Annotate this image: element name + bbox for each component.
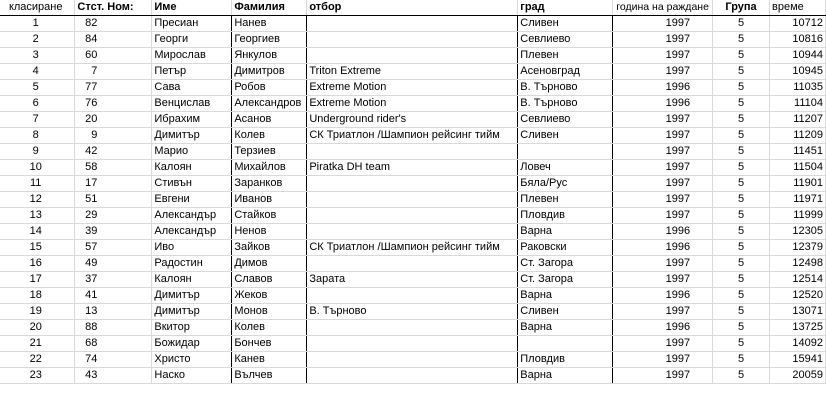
cell-group[interactable]: 5 [713,208,770,224]
cell-team[interactable]: СК Триатлон /Шампион рейсинг тийм [307,128,518,144]
table-row [0,144,826,160]
cell-city[interactable]: Пловдив [518,208,613,224]
cell-bib[interactable]: 43 [75,368,152,384]
cell-rank[interactable]: 14 [0,224,75,240]
cell-time[interactable]: 10816 [770,32,826,48]
cell-first-name[interactable]: Стивън [152,176,232,192]
cell-time[interactable]: 12305 [770,224,826,240]
cell-last-name[interactable]: Асанов [232,112,307,128]
cell-bib[interactable]: 74 [75,352,152,368]
cell-birth-year[interactable]: 1997 [613,336,713,352]
cell-first-name[interactable]: Александър [152,208,232,224]
cell-first-name[interactable]: Вкитор [152,320,232,336]
cell-group[interactable]: 5 [713,224,770,240]
cell-rank[interactable]: 20 [0,320,75,336]
cell-birth-year[interactable]: 1997 [613,352,713,368]
cell-group[interactable]: 5 [713,288,770,304]
cell-bib[interactable]: 88 [75,320,152,336]
cell-bib[interactable]: 39 [75,224,152,240]
table-row [0,224,826,240]
cell-time[interactable]: 11035 [770,80,826,96]
cell-group[interactable]: 5 [713,160,770,176]
table-row [0,192,826,208]
cell-bib[interactable]: 51 [75,192,152,208]
cell-bib[interactable]: 68 [75,336,152,352]
cell-rank[interactable]: 4 [0,64,75,80]
cell-last-name[interactable]: Александров [232,96,307,112]
cell-time[interactable]: 12498 [770,256,826,272]
cell-birth-year[interactable]: 1997 [613,64,713,80]
cell-birth-year[interactable]: 1997 [613,144,713,160]
table-row [0,48,826,64]
cell-group[interactable]: 5 [713,112,770,128]
table-row [0,336,826,352]
cell-last-name[interactable]: Янкулов [232,48,307,64]
header-last-name[interactable]: Фамилия [232,0,307,16]
cell-team[interactable]: Triton Extreme [307,64,518,80]
cell-rank[interactable]: 12 [0,192,75,208]
cell-group[interactable]: 5 [713,48,770,64]
cell-team[interactable] [307,336,518,352]
table-row [0,320,826,336]
cell-bib[interactable]: 41 [75,288,152,304]
cell-time[interactable]: 20059 [770,368,826,384]
cell-team[interactable] [307,208,518,224]
cell-team[interactable]: В. Търново [307,304,518,320]
table-row [0,240,826,256]
cell-city[interactable]: Сливен [518,16,613,32]
cell-city[interactable]: Варна [518,368,613,384]
header-rank[interactable]: класиране [0,0,75,16]
cell-rank[interactable]: 2 [0,32,75,48]
cell-first-name[interactable]: Наско [152,368,232,384]
cell-bib[interactable]: 49 [75,256,152,272]
cell-group[interactable]: 5 [713,256,770,272]
cell-time[interactable]: 15941 [770,352,826,368]
cell-rank[interactable]: 10 [0,160,75,176]
cell-birth-year[interactable]: 1996 [613,96,713,112]
cell-time[interactable]: 11504 [770,160,826,176]
table-row [0,368,826,384]
cell-time[interactable]: 11901 [770,176,826,192]
cell-bib[interactable]: 17 [75,176,152,192]
cell-city[interactable]: В. Търново [518,96,613,112]
cell-last-name[interactable]: Димитров [232,64,307,80]
cell-city[interactable]: Севлиево [518,32,613,48]
cell-time[interactable]: 12379 [770,240,826,256]
cell-bib[interactable]: 58 [75,160,152,176]
cell-rank[interactable]: 13 [0,208,75,224]
cell-first-name[interactable]: Сава [152,80,232,96]
cell-first-name[interactable]: Радостин [152,256,232,272]
cell-team[interactable] [307,32,518,48]
cell-time[interactable]: 11104 [770,96,826,112]
cell-city[interactable]: Бяла/Рус [518,176,613,192]
cell-rank[interactable]: 18 [0,288,75,304]
cell-last-name[interactable]: Заранков [232,176,307,192]
cell-last-name[interactable]: Ненов [232,224,307,240]
table-row [0,32,826,48]
cell-rank[interactable]: 17 [0,272,75,288]
cell-city[interactable]: Сливен [518,128,613,144]
cell-last-name[interactable]: Стайков [232,208,307,224]
cell-birth-year[interactable]: 1996 [613,288,713,304]
cell-time[interactable]: 11971 [770,192,826,208]
cell-team[interactable]: СК Триатлон /Шампион рейсинг тийм [307,240,518,256]
cell-bib[interactable]: 29 [75,208,152,224]
cell-birth-year[interactable]: 1997 [613,32,713,48]
cell-last-name[interactable]: Жеков [232,288,307,304]
cell-bib[interactable]: 76 [75,96,152,112]
cell-time[interactable]: 10945 [770,64,826,80]
cell-group[interactable]: 5 [713,96,770,112]
cell-last-name[interactable]: Робов [232,80,307,96]
cell-birth-year[interactable]: 1997 [613,112,713,128]
table-row [0,160,826,176]
cell-group[interactable]: 5 [713,352,770,368]
cell-first-name[interactable]: Мирослав [152,48,232,64]
cell-birth-year[interactable]: 1996 [613,80,713,96]
cell-group[interactable]: 5 [713,192,770,208]
cell-first-name[interactable]: Иво [152,240,232,256]
table-row [0,304,826,320]
cell-city[interactable]: Раковски [518,240,613,256]
cell-group[interactable]: 5 [713,368,770,384]
cell-city[interactable]: Варна [518,288,613,304]
cell-last-name[interactable]: Зайков [232,240,307,256]
cell-group[interactable]: 5 [713,16,770,32]
cell-last-name[interactable]: Иванов [232,192,307,208]
cell-city[interactable]: Ст. Загора [518,256,613,272]
header-bib[interactable]: Стст. Ном: [75,0,152,16]
cell-bib[interactable]: 20 [75,112,152,128]
cell-time[interactable]: 11207 [770,112,826,128]
cell-last-name[interactable]: Монов [232,304,307,320]
cell-team[interactable] [307,16,518,32]
cell-team[interactable] [307,368,518,384]
header-group[interactable]: Група [713,0,770,16]
cell-group[interactable]: 5 [713,128,770,144]
cell-last-name[interactable]: Славов [232,272,307,288]
table-row [0,112,826,128]
cell-team[interactable]: Extreme Motion [307,96,518,112]
cell-team[interactable]: Underground rider's [307,112,518,128]
cell-birth-year[interactable]: 1996 [613,320,713,336]
cell-last-name[interactable]: Колев [232,320,307,336]
cell-team[interactable] [307,224,518,240]
cell-last-name[interactable]: Вълчев [232,368,307,384]
cell-bib[interactable]: 7 [75,64,152,80]
cell-group[interactable]: 5 [713,304,770,320]
cell-bib[interactable]: 42 [75,144,152,160]
cell-bib[interactable]: 84 [75,32,152,48]
table-row [0,16,826,32]
cell-group[interactable]: 5 [713,336,770,352]
cell-bib[interactable]: 60 [75,48,152,64]
cell-birth-year[interactable]: 1997 [613,160,713,176]
cell-rank[interactable]: 16 [0,256,75,272]
cell-group[interactable]: 5 [713,240,770,256]
cell-bib[interactable]: 9 [75,128,152,144]
cell-bib[interactable]: 82 [75,16,152,32]
cell-first-name[interactable]: Димитър [152,128,232,144]
cell-city[interactable]: Севлиево [518,112,613,128]
cell-city[interactable]: Асеновград [518,64,613,80]
cell-city[interactable]: Сливен [518,304,613,320]
cell-time[interactable]: 12520 [770,288,826,304]
table-row [0,64,826,80]
cell-last-name[interactable]: Бончев [232,336,307,352]
cell-bib[interactable]: 37 [75,272,152,288]
cell-first-name[interactable]: Ибрахим [152,112,232,128]
cell-city[interactable]: Ловеч [518,160,613,176]
cell-time[interactable]: 13725 [770,320,826,336]
cell-first-name[interactable]: Пресиан [152,16,232,32]
cell-birth-year[interactable]: 1997 [613,128,713,144]
cell-city[interactable] [518,336,613,352]
cell-last-name[interactable]: Канев [232,352,307,368]
cell-team[interactable]: Piratka DH team [307,160,518,176]
cell-first-name[interactable]: Калоян [152,272,232,288]
cell-last-name[interactable]: Нанев [232,16,307,32]
table-row [0,176,826,192]
cell-rank[interactable]: 1 [0,16,75,32]
cell-time[interactable]: 14092 [770,336,826,352]
cell-birth-year[interactable]: 1997 [613,176,713,192]
cell-last-name[interactable]: Терзиев [232,144,307,160]
cell-first-name[interactable]: Венцислав [152,96,232,112]
cell-first-name[interactable]: Георги [152,32,232,48]
cell-rank[interactable]: 22 [0,352,75,368]
cell-time[interactable]: 11209 [770,128,826,144]
cell-first-name[interactable]: Александър [152,224,232,240]
cell-birth-year[interactable]: 1997 [613,304,713,320]
cell-time[interactable]: 11451 [770,144,826,160]
cell-time[interactable]: 13071 [770,304,826,320]
cell-city[interactable]: Плевен [518,192,613,208]
cell-time[interactable]: 10712 [770,16,826,32]
cell-team[interactable] [307,288,518,304]
cell-rank[interactable]: 9 [0,144,75,160]
cell-city[interactable]: Пловдив [518,352,613,368]
cell-first-name[interactable]: Божидар [152,336,232,352]
header-first-name[interactable]: Име [152,0,232,16]
table-row [0,208,826,224]
header-row [0,0,826,16]
cell-rank[interactable]: 23 [0,368,75,384]
cell-city[interactable] [518,144,613,160]
cell-city[interactable]: Варна [518,224,613,240]
cell-rank[interactable]: 5 [0,80,75,96]
cell-birth-year[interactable]: 1997 [613,48,713,64]
cell-rank[interactable]: 3 [0,48,75,64]
cell-group[interactable]: 5 [713,320,770,336]
cell-last-name[interactable]: Колев [232,128,307,144]
cell-first-name[interactable]: Христо [152,352,232,368]
cell-group[interactable]: 5 [713,64,770,80]
cell-birth-year[interactable]: 1997 [613,272,713,288]
cell-rank[interactable]: 11 [0,176,75,192]
cell-team[interactable] [307,144,518,160]
cell-rank[interactable]: 8 [0,128,75,144]
cell-first-name[interactable]: Петър [152,64,232,80]
cell-first-name[interactable]: Димитър [152,304,232,320]
cell-birth-year[interactable]: 1997 [613,208,713,224]
cell-team[interactable] [307,48,518,64]
cell-time[interactable]: 11999 [770,208,826,224]
cell-birth-year[interactable]: 1996 [613,224,713,240]
cell-birth-year[interactable]: 1997 [613,256,713,272]
table-row [0,80,826,96]
cell-rank[interactable]: 19 [0,304,75,320]
cell-group[interactable]: 5 [713,144,770,160]
cell-first-name[interactable]: Евгени [152,192,232,208]
cell-team[interactable] [307,352,518,368]
cell-bib[interactable]: 57 [75,240,152,256]
cell-last-name[interactable]: Михайлов [232,160,307,176]
cell-rank[interactable]: 15 [0,240,75,256]
cell-group[interactable]: 5 [713,176,770,192]
cell-rank[interactable]: 7 [0,112,75,128]
cell-team[interactable] [307,256,518,272]
cell-team[interactable]: Зарата [307,272,518,288]
table-row [0,96,826,112]
cell-birth-year[interactable]: 1997 [613,368,713,384]
cell-birth-year[interactable]: 1997 [613,16,713,32]
cell-team[interactable] [307,192,518,208]
header-time[interactable]: време [770,0,826,16]
cell-last-name[interactable]: Георгиев [232,32,307,48]
cell-first-name[interactable]: Марио [152,144,232,160]
cell-team[interactable]: Extreme Motion [307,80,518,96]
cell-birth-year[interactable]: 1996 [613,240,713,256]
cell-rank[interactable]: 21 [0,336,75,352]
header-team[interactable]: отбор [307,0,518,16]
cell-team[interactable] [307,320,518,336]
cell-group[interactable]: 5 [713,272,770,288]
table-row [0,128,826,144]
cell-city[interactable]: Плевен [518,48,613,64]
cell-bib[interactable]: 77 [75,80,152,96]
cell-rank[interactable]: 6 [0,96,75,112]
table-row [0,272,826,288]
cell-city[interactable]: Ст. Загора [518,272,613,288]
cell-time[interactable]: 10944 [770,48,826,64]
cell-last-name[interactable]: Димов [232,256,307,272]
cell-city[interactable]: В. Търново [518,80,613,96]
table-row [0,288,826,304]
cell-city[interactable]: Варна [518,320,613,336]
table-row [0,352,826,368]
header-birth-year[interactable]: година на раждане [613,0,713,16]
cell-first-name[interactable]: Калоян [152,160,232,176]
cell-group[interactable]: 5 [713,80,770,96]
cell-birth-year[interactable]: 1997 [613,192,713,208]
table-row [0,256,826,272]
cell-team[interactable] [307,176,518,192]
cell-time[interactable]: 12514 [770,272,826,288]
cell-bib[interactable]: 13 [75,304,152,320]
header-city[interactable]: град [518,0,613,16]
cell-first-name[interactable]: Димитър [152,288,232,304]
cell-group[interactable]: 5 [713,32,770,48]
